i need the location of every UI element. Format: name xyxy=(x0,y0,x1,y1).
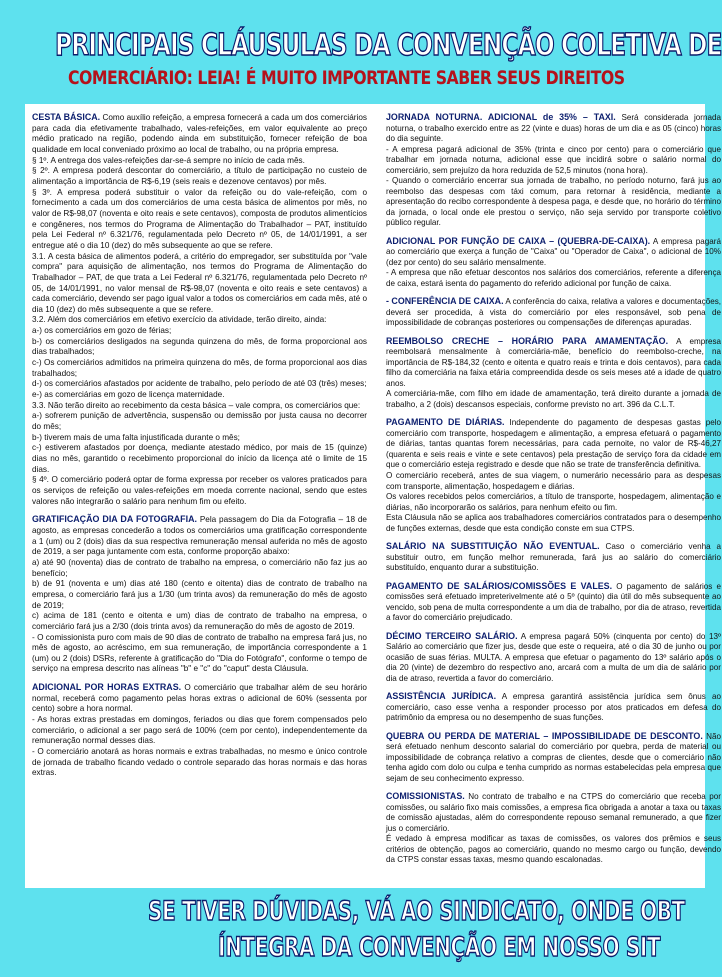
clause-text: No contrato de trabalho e na CTPS do comerciário que receba por comissões, ou salário fixo mais comissões, a empresa fica obrigada a anotar a taxa ou taxas de comissão ajustadas, além do correspondente repouso semanal remunerado, a que fizer jus o comerciário. xyxy=(386,792,721,833)
clause-text: Não será efetuado nenhum desconto salarial do comerciário por quebra, perda de material ou impossibilidade de cobrança relativo a compras de clientes, desde que o comerciário não tenha agido com dolo ou culpa e tenha cumprido as normas estabelecidas pela empresa que sejam de seu conhecimento expresso. xyxy=(386,731,722,783)
clause-text: O pagamento de salários e comissões será efetuado impreterivelmente até o 5º (quinto) dia útil do mês subsequente ao vencido, sob pena de multa correspondente a um dia de trabalho, por dia de atraso, revertida a favor do comerciário prejudicado. xyxy=(386,581,722,623)
clause-heading: ADICIONAL POR HORAS EXTRAS. xyxy=(32,682,182,693)
footer-line-2: ÍNTEGRA DA CONVENÇÃO EM NOSSO SIT xyxy=(218,932,661,963)
clause-section xyxy=(386,581,721,624)
clause-section xyxy=(386,631,721,685)
clause-paragraph xyxy=(386,513,721,534)
clause-paragraph xyxy=(32,633,367,676)
clause-paragraph xyxy=(386,336,721,390)
clause-text: Será considerada jornada noturna, o trabalho exercido entre as 22 (vinte e duas) horas de um dia e as 05 (cinco) horas do dia seguinte. xyxy=(386,113,722,144)
clause-paragraph xyxy=(32,188,367,252)
clause-text: c) acima de 181 (cento e oitenta e um) dias de contrato de trabalho na empresa, o comerciário fará jus a 2/30 (dois trinta avos) da remuneração do mês de agosto de 2019. xyxy=(32,611,367,631)
clause-text: a) até 90 (noventa) dias de contrato de trabalho na empresa, o comerciário não faz jus ao benefício; xyxy=(32,557,367,578)
clause-text: A conferência do caixa, relativa a valores e documentações, deverá ser procedida, à vista do comerciário por eles responsável, sob pena de impossibilidade de cobranças posteriores ou compensações de diferenças apuradas. xyxy=(386,297,722,328)
page-subtitle: COMERCIÁRIO: LEIA! É MUITO IMPORTANTE SABER SEUS DIREITOS xyxy=(68,68,625,89)
clause-heading: REEMBOLSO CRECHE – HORÁRIO PARA AMAMENTAÇÃO. xyxy=(386,335,669,346)
clause-text: A empresa pagará 50% (cinquenta por cento) do 13º Salário ao comerciário que fizer jus, desde que este o requeira, até o dia 30 de junho ou por ocasião de suas férias. MULTA. A empresa que efetuar o pagamento do 13º salário após o dia 20 (vinte) de dezembro do respectivo ano, arcará com a multa de um dia de salário por dia de atraso, revertida a favor do comerciário. xyxy=(386,631,721,683)
clause-text: É vedado à empresa modificar as taxas de comissões, os valores dos prêmios e seus critérios de obtenção, pagos ao comerciário, quando no mesmo cargo ou função, devendo da CTPS constar essas taxas, mesmo quando escalonadas. xyxy=(386,834,721,865)
clause-text: - A empresa que não efetuar descontos nos salários dos comerciários, referente a diferença de caixa, estará isenta do pagamento do referido adicional por função de caixa. xyxy=(386,268,721,288)
clause-text: O comerciário que trabalhar além de seu horário normal, receberá como pagamento pelas horas extras o adicional de 60% (sessenta por cento) sobre a hora normal. xyxy=(32,683,367,714)
clause-text: Independente do pagamento de despesas gastas pelo comerciário com transporte, hospedagem e alimentação, a empresa efetuará o pagamento de diárias, tantas quantas forem necessárias, para cada pernoite, no valor de R$-46,27 (quarenta e seis reais e vinte e sete centavos) pela prestação de serviço fora da cidade em que o comerciário esteja registrado e desde que não se trate de transferência definitiva. xyxy=(386,418,722,470)
clause-text: a-) sofrerem punição de advertência, suspensão ou demissão por justa causa no decorrer do mês; xyxy=(32,411,367,432)
clause-text: § 4º. O comerciário poderá optar de forma expressa por receber os valores praticados para os serviços de refeição ou vales-refeições em moeda corrente nacional, sendo que estes valores não integrarão o salário para nenhum fim ou efeito. xyxy=(32,475,367,506)
clause-text: § 1º. A entrega dos vales-refeições dar-se-á sempre no início de cada mês. xyxy=(32,155,305,165)
clause-heading: DÉCIMO TERCEIRO SALÁRIO. xyxy=(386,630,518,641)
clause-paragraph xyxy=(32,715,367,747)
clause-text: O comerciário receberá, antes de sua viagem, o numerário necessário para as despesas com transporte, alimentação, hospedagem e diárias. xyxy=(386,470,721,491)
clause-text: - As horas extras prestadas em domingos, feriados ou dias que forem compensados pelo comerciário, o adicional a ser pago será de 100% (cem por cento), independentemente da remuneração normal desses dias. xyxy=(32,715,367,746)
page-title: PRINCIPAIS CLÁUSULAS DA CONVENÇÃO COLETIVA DE xyxy=(55,28,722,63)
clause-paragraph xyxy=(32,390,367,401)
clause-section xyxy=(32,682,367,779)
clause-paragraph xyxy=(32,326,367,337)
clause-paragraph xyxy=(32,401,367,412)
clause-heading: PAGAMENTO DE DIÁRIAS. xyxy=(386,417,505,428)
clause-text: b-) os comerciários desligados na segunda quinzena do mês, de forma proporcional aos dias trabalhados; xyxy=(32,336,367,357)
clause-text: Como auxílio refeição, a empresa fornecerá a cada um dos comerciários para cada dia efetivamente trabalhado, vales-refeições, em valor equivalente ao preço médio praticado na região, podendo ainda em substituição, fornecer refeição de boa qualidade em local conveniado próximo ao local de trabalho, ou na própria empresa. xyxy=(32,113,367,154)
clause-paragraph xyxy=(32,252,367,316)
clause-paragraph xyxy=(32,514,367,558)
clause-paragraph xyxy=(386,296,721,329)
clause-heading: GRATIFICAÇÃO DIA DA FOTOGRAFIA. xyxy=(32,514,197,525)
clause-paragraph xyxy=(386,731,721,785)
clause-text: c-) Os comerciários admitidos na primeira quinzena do mês, de forma proporcional aos dias trabalhados; xyxy=(32,358,367,378)
clause-paragraph xyxy=(386,389,721,410)
clause-section xyxy=(386,236,721,290)
clause-section xyxy=(386,112,721,229)
footer-banner xyxy=(0,888,710,977)
clause-text: Caso o comerciário venha a substituir outro, em função melhor remunerada, fará jus ao salário do comerciário substituído, enquanto durar a substituição. xyxy=(386,542,721,573)
clause-paragraph xyxy=(386,834,721,866)
clause-section xyxy=(32,112,367,507)
clause-paragraph xyxy=(386,176,721,229)
clause-section xyxy=(386,417,721,534)
clause-paragraph xyxy=(32,433,367,444)
clause-text: - Quando o comerciário encerrar sua jornada de trabalho, no período noturno, fará jus ao reembolso das despesas com táxi comum, para retornar à residência, mediante a apresentação do recibo correspondente à despesa paga, e desde que, no horário do término da jornada, o local onde ele prestou o serviço, não seja servido por transporte coletivo público regular. xyxy=(386,176,721,228)
clause-paragraph xyxy=(386,631,721,685)
header-banner xyxy=(0,0,722,100)
clause-paragraph xyxy=(32,411,367,432)
clause-text: c-) estiverem afastados por doença, mediante atestado médico, por mais de 15 (quinze) dias no mês, garantido o recebimento proporcional do início da licença até o limite de 15 dias. xyxy=(32,443,367,474)
right-column xyxy=(386,112,721,873)
clause-section xyxy=(386,296,721,329)
clause-paragraph xyxy=(386,145,721,177)
clause-paragraph xyxy=(386,112,721,145)
clause-paragraph xyxy=(386,268,721,289)
clause-heading: SALÁRIO NA SUBSTITUIÇÃO NÃO EVENTUAL. xyxy=(386,541,600,552)
clause-text: 3.3. Não terão direito ao recebimento da cesta básica – vale compra, os comerciários que: xyxy=(32,400,361,410)
clause-text: - O comerciário anotará as horas normais e extras trabalhadas, no mesmo e único controle de jornada de trabalho ficando vedado o controle separado das horas normais e das horas extras. xyxy=(32,747,367,778)
clause-text: § 3º. A empresa poderá substituir o valor da refeição ou do vale-refeição, com o fornecimento a cada um dos comerciários de uma cesta básica de alimentos por mês, no valor de R$-98,07 (noventa e oito reais e sete centavos), composta de produtos alimentícios e congêneres, nos termos do Programa de Alimentação do Trabalhador – PAT, instituído pela Lei Federal nº 6.321/76, regulamentada pelo Decreto nº 05, de 14/01/1991, a ser entregue até o dia 10 (dez) do mês subsequente ao que se refere. xyxy=(32,187,367,250)
clause-text: b-) tiverem mais de uma falta injustificada durante o mês; xyxy=(32,432,240,442)
clause-heading: COMISSIONISTAS. xyxy=(386,791,465,802)
footer-line-1: SE TIVER DÚVIDAS, VÁ AO SINDICATO, ONDE OBT xyxy=(148,896,685,927)
clause-heading: ASSISTÊNCIA JURÍDICA. xyxy=(386,691,497,702)
clause-section xyxy=(386,691,721,724)
clause-paragraph xyxy=(32,747,367,779)
clause-section xyxy=(386,336,721,411)
clause-paragraph xyxy=(386,417,721,471)
clause-paragraph xyxy=(32,682,367,715)
clause-heading: CESTA BÁSICA. xyxy=(32,112,101,122)
clause-paragraph xyxy=(32,611,367,632)
clause-heading: QUEBRA OU PERDA DE MATERIAL – IMPOSSIBILIDADE DE DESCONTO. xyxy=(386,730,703,741)
clause-paragraph xyxy=(32,579,367,611)
clause-paragraph xyxy=(386,236,721,269)
clause-section xyxy=(386,731,721,785)
left-column xyxy=(32,112,367,786)
clause-paragraph xyxy=(386,541,721,574)
clause-text: 3.2. Além dos comerciários em efetivo exercício da atividade, terão direito, ainda: xyxy=(32,315,327,325)
clause-text: Esta Cláusula não se aplica aos trabalhadores comerciários contratados para o desempenho de funções externas, desde que esta condição conste em sua CTPS. xyxy=(386,513,721,533)
clause-text: 3.1. A cesta básica de alimentos poderá, a critério do empregador, ser substituída por "vale compra" para aquisição de alimentação, nos termos do Programa de Alimentação do Trabalhador – PAT, de que trata a Lei Federal nº 6.321/76, regulamentada pelo Decreto nº 05, de 14/01/1991, no valor mensal de R$-98,07 (noventa e oito reais e sete centavos) a cada comerciário, devendo ser pago igual valor a todos os comerciários em cada mês, até o dia 10 (dez) do mês subsequente a que se refere. xyxy=(32,251,367,314)
clause-section xyxy=(32,514,367,675)
clause-paragraph xyxy=(32,112,367,156)
clause-heading: PAGAMENTO DE SALÁRIOS/COMISSÕES E VALES. xyxy=(386,580,613,591)
clause-paragraph xyxy=(386,691,721,724)
clause-text: - O comissionista puro com mais de 90 dias de contrato de trabalho na empresa fará jus, no mês de agosto, ao acréscimo, em sua remuneração, de importância correspondente a 1 (um) ou 2 (dois) DSRs, referente à gratificação do "Dia do Fotógrafo", conforme o tempo de serviço na empresa descrito nas alíneas "b" e "c" do "caput" desta Cláusula. xyxy=(32,632,367,674)
clause-text: A empresa pagará ao comerciário que exerça a função de "Caixa" ou "Operador de Caixa", o adicional de 10% (dez por cento) do seu salário mensalmente. xyxy=(386,236,721,267)
clause-paragraph xyxy=(32,475,367,507)
document-body xyxy=(25,104,722,888)
clause-section xyxy=(386,541,721,574)
clause-paragraph xyxy=(32,337,367,358)
clause-heading: - CONFERÊNCIA DE CAIXA. xyxy=(386,296,504,307)
clause-section xyxy=(386,791,721,866)
clause-paragraph xyxy=(32,358,367,379)
clause-paragraph xyxy=(386,791,721,834)
clause-paragraph xyxy=(32,379,367,390)
clause-text: § 2º. A empresa poderá descontar do comerciário, a título de participação no custeio de alimentação a importância de R$-6,19 (seis reais e dezenove centavos) por mês. xyxy=(32,166,367,186)
clause-paragraph xyxy=(32,558,367,579)
clause-text: Os valores recebidos pelos comerciários, a título de transporte, hospedagem, alimentação e diárias, não incorporarão os salários, para nenhum efeito ou fim. xyxy=(386,492,721,512)
clause-text: d-) os comerciários afastados por acidente de trabalho, pelo período de até 03 (três) meses; xyxy=(32,379,367,389)
clause-text: A empresa garantirá assistência jurídica sem ônus ao comerciário, caso esse venha a responder processo por atos praticados em defesa do patrimônio da empresa ou no desempenho de suas funções. xyxy=(386,692,721,723)
clause-paragraph xyxy=(32,315,367,326)
clause-paragraph xyxy=(386,471,721,492)
clause-text: Pela passagem do Dia da Fotografia – 18 de agosto, as empresas concederão a todos os comerciários uma gratificação correspondente a 1 (um) ou 2 (dois) dias da sua respectiva remuneração mensal auferida no mês de agosto de 2019, a ser paga juntamente com esta, conforme proporção abaixo: xyxy=(32,515,367,557)
clause-text: b) de 91 (noventa e um) dias até 180 (cento e oitenta) dias de contrato de trabalho na empresa, o comerciário fará jus a 1/30 (um trinta avos) da remuneração do mês de agosto de 2019; xyxy=(32,579,367,610)
clause-paragraph xyxy=(32,443,367,475)
clause-paragraph xyxy=(386,581,721,624)
clause-text: e-) as comerciárias em gozo de licença maternidade. xyxy=(32,390,225,400)
clause-heading: JORNADA NOTURNA. ADICIONAL de 35% – TAXI. xyxy=(386,112,616,122)
clause-paragraph xyxy=(32,166,367,187)
clause-paragraph xyxy=(32,156,367,167)
clause-text: a-) os comerciários em gozo de férias; xyxy=(32,326,172,336)
clause-heading: ADICIONAL POR FUNÇÃO DE CAIXA – (QUEBRA-DE-CAIXA). xyxy=(386,235,651,246)
clause-paragraph xyxy=(386,492,721,513)
clause-text: A comerciária-mãe, com filho em idade de amamentação, terá direito durante a jornada de trabalho, a 2 (dois) descansos especiais, conforme previsto no art. 396 da C.L.T. xyxy=(386,389,721,409)
clause-text: - A empresa pagará adicional de 35% (trinta e cinco por cento) para o comerciário que trabalhar em jornada noturna, adicional esse que incidirá sobre o salário normal do comerciário, sem prejuízo da hora reduzida de 52,5 minutos (nona hora). xyxy=(386,144,721,175)
clause-text: A empresa reembolsará mensalmente à comerciária-mãe, benefício do reembolso-creche, na importância de R$-184,32 (cento e oitenta e quatro reais e trinta e dois centavos), para cada filho da comerciária na faixa etária compreendida desde os seis meses até a idade de quatro anos. xyxy=(386,336,722,388)
